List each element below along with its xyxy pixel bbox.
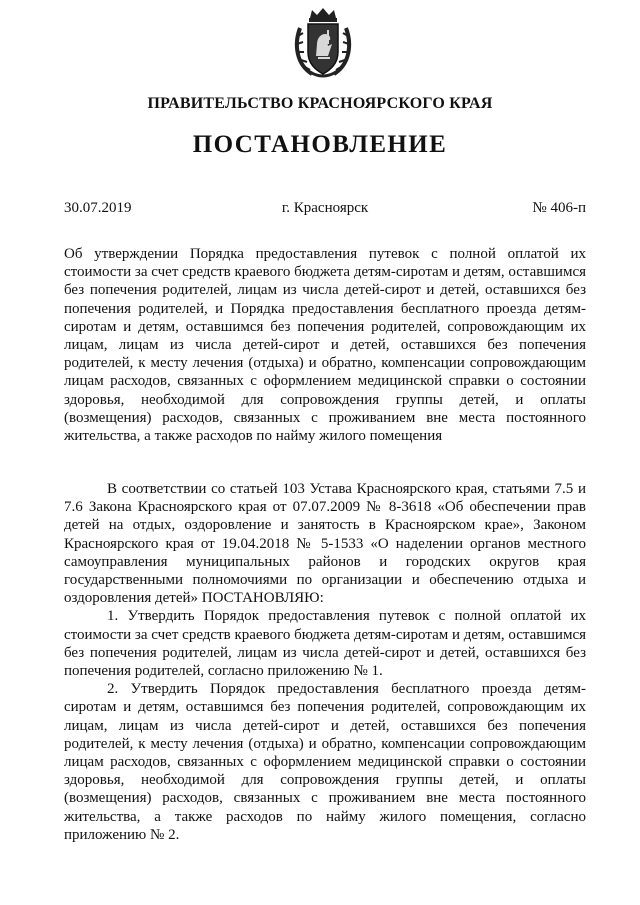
government-title: ПРАВИТЕЛЬСТВО КРАСНОЯРСКОГО КРАЯ	[147, 95, 493, 112]
document-number: № 406-п	[532, 200, 586, 216]
item-1-paragraph: 1. Утвердить Порядок предоставления путевок с полной оплатой их стоимости за счет средств краевого бюджета детям-сиротам и детям, оставшимся без попечения родителей, лицам из числа детей-сирот и детей, оставшихся без попечения родителей, согласно приложению № 1.	[64, 608, 586, 680]
document-city: г. Красноярск	[281, 200, 369, 216]
item-2-paragraph: 2. Утвердить Порядок предоставления бесплатного проезда детям-сиротам и детям, оставшимся без попечения родителей, сопровождающим их лицам, лицам из числа детей-сирот и детей, оставшихся без попечения родителей, к месту лечения (отдыха) и обратно, компенсации сопровождающим лицам расходов, связанных с оформлением медицинской справки о состоянии здоровья, необходимой для сопровождения группы детей, и оплаты (возмещения) расходов, связанных с проживанием вне места постоянного жительства, а также расходов по найму жилого помещения, согласно приложению № 2.	[64, 681, 586, 843]
document-meta-row	[64, 200, 586, 220]
document-type-heading: ПОСТАНОВЛЕНИЕ	[192, 131, 448, 158]
document-date: 30.07.2019	[64, 200, 132, 216]
preamble-paragraph: В соответствии со статьей 103 Устава Красноярского края, статьями 7.5 и 7.6 Закона Красноярского края от 07.07.2009 № 8-3618 «Об обеспечении прав детей на отдых, оздоровление и занятость в Красноярском крае», Законом Красноярского края от 19.04.2018 № 5-1533 «О наделении органов местного самоуправления муниципальных районов и городских округов края государственными полномочиями по организации и обеспечению отдыха и оздоровления детей» ПОСТАНОВЛЯЮ:	[64, 481, 586, 607]
coat-of-arms-icon	[292, 6, 354, 80]
document-body	[64, 480, 586, 844]
document-subject: Об утверждении Порядка предоставления путевок с полной оплатой их стоимости за счет средств краевого бюджета детям-сиротам и детям, оставшимся без попечения родителей, лицам из числа детей-сирот и детей, оставшихся без попечения родителей, и Порядка предоставления бесплатного проезда детям-сиротам и детям, оставшимся без попечения родителей, сопровождающим их лицам, лицам из числа детей-сирот и детей, оставшихся без попечения родителей, к месту лечения (отдыха) и обратно, компенсации сопровождающим лицам расходов, связанных с оформлением медицинской справки о состоянии здоровья, необходимой для сопровождения группы детей, и оплаты (возмещения) расходов, связанных с проживанием вне места постоянного жительства, а также расходов по найму жилого помещения	[64, 246, 586, 445]
